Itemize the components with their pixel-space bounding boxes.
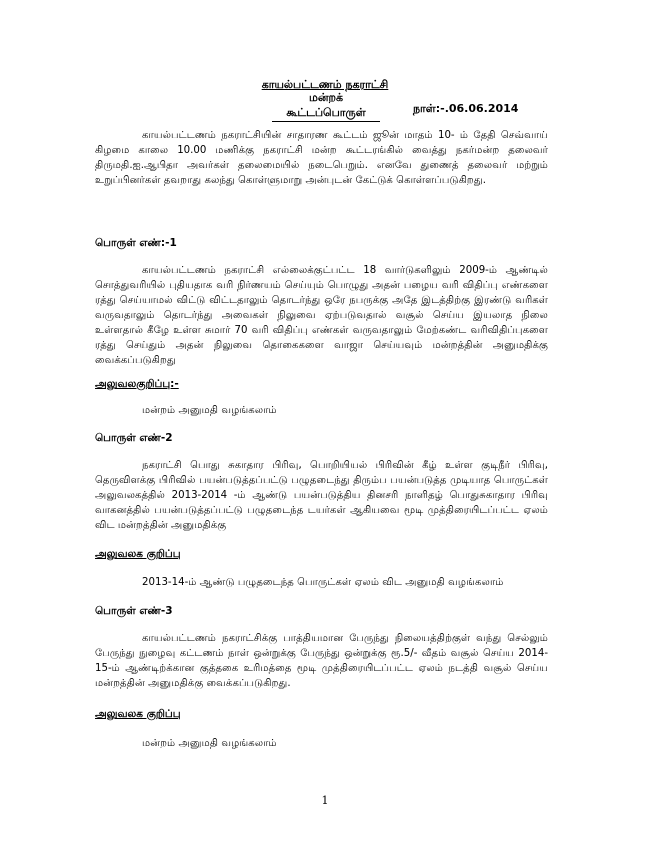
item-2-remark-label: அலுவலக குறிப்பு: [95, 548, 181, 560]
item-1-heading: பொருள் எண்:-1: [95, 237, 177, 249]
item-1-body: காயல்பட்டணம் நகராட்சி எல்லைக்குட்பட்ட 18 வார்டுகளிலும் 2009-ம் ஆண்டில் சொத்துவரியில் புதியதாக வரி நிர்ணயம் செய்யும் பொழுது அதன் பழைய வரி விதிப்பு எண்களை ரத்து செய்யாமல் விட்டு விட்டதாலும் தொடர்ந்து ஒரே நபருக்கு அதே இடத்திற்கு இரண்டு வரிகள் வருவதாலும் தொடர்ந்து அவைகள் நிலுவை ஏற்படுவதால் வசூல் செய்ய இயலாத நிலை உள்ளதால் கீழே உள்ள சுமார் 70 வரி விதிப்பு எண்கள் வருவதாலும் மேற்கண்ட வரிவிதிப்புகளை ரத்து செய்தும் அதன் நிலுவை தொகைகளை வாஜா செய்யவும் மன்றத்தின் அனுமதிக்கு வைக்கப்படுகிறது: [95, 265, 548, 366]
intro-paragraph: காயல்பட்டணம் நகராட்சியின் சாதாரண கூட்டம் ஜூன் மாதம் 10- ம் தேதி செவ்வாய் கிழமை காலை 10.00 மணிக்கு நகராட்சி மன்ற கூட்டரங்கில் வைத்து நகர்மன்ற தலைவர் திருமதி.ஐ.ஆபிதா அவர்கள் தலைமையில் நடைபெறும். எனவே துணைத் தலைவர் மற்றும் உறுப்பினர்கள் தவறாது கலந்து கொள்ளுமாறு அன்புடன் கேட்டுக் கொள்ளப்படுகிறது.: [95, 130, 548, 186]
item-2-remark: 2013-14-ம் ஆண்டு பழுதடைந்த பொருட்கள் ஏலம் விட அனுமதி வழங்கலாம்: [142, 577, 504, 588]
item-3-remark: மன்றம் அனுமதி வழங்கலாம்: [142, 738, 277, 749]
item-3-remark-label: அலுவலக குறிப்பு: [95, 708, 181, 720]
document-subtitle: மன்றக் கூட்டப்பொருள்: [272, 91, 380, 122]
item-1-remark-label: அலுவலகுறிப்பு:-: [95, 378, 179, 390]
page-number: 1: [321, 794, 329, 807]
item-1-remark: மன்றம் அனுமதி வழங்கலாம்: [142, 405, 277, 416]
item-3-body: காயல்பட்டணம் நகராட்சிக்கு பாத்தியமான பேருந்து நிலையத்திற்குள் வந்து செல்லும் பேருந்து நுழைவு கட்டணம் நாள் ஒன்றுக்கு பேருந்து ஒன்றுக்கு ரூ.5/- வீதம் வசூல் செய்ய 2014-15-ம் ஆண்டிற்க்கான குத்தகை உரிமத்தை மூடி முத்திரையிடப்பட்ட ஏலம் நடத்தி வசூல் செய்ய மன்றத்தின் அனுமதிக்கு வைக்கப்படுகிறது.: [95, 633, 548, 689]
item-2-body: நகராட்சி பொது சுகாதார பிரிவு, பொறியியல் பிரிவின் கீழ் உள்ள குடிநீர் பிரிவு, தெருவிளக்கு பிரிவில் பயன்படுத்தப்பட்டு பழுதடைந்து திரும்ப பயன்படுத்த முடியாத பொருட்கள் அலுவலகத்தில் 2013-2014 -ம் ஆண்டு பயன்படுத்திய தினசரி நாளிதழ் பொதுசுகாதார பிரிவு வாகனத்தில் பயன்படுத்தப்பட்டு பழுதடைந்த டயர்கள் ஆகியவை மூடி முத்திரையிடப்பட்ட ஏலம் விட மன்றத்தின் அனுமதிக்கு: [95, 460, 548, 531]
document-title: காயல்பட்டணம் நகராட்சி: [261, 78, 389, 91]
item-2-heading: பொருள் எண்-2: [95, 432, 173, 444]
item-3-heading: பொருள் எண்-3: [95, 605, 173, 617]
document-date: நாள்:-.06.06.2014: [413, 102, 519, 115]
